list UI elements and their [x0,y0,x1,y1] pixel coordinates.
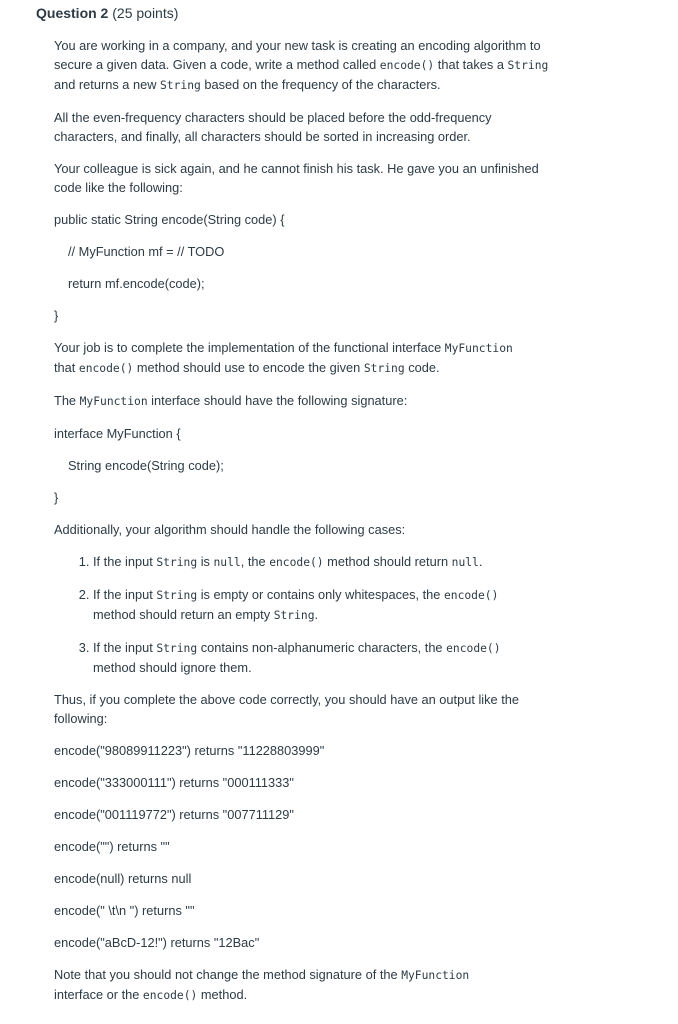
text: code. [404,360,440,375]
text: method should return an empty [93,607,274,622]
example-2: encode("333000111") returns "000111333" [54,775,294,790]
cases-intro: Additionally, your algorithm should handle the following cases: [54,522,406,537]
inline-code: String [156,556,198,569]
text: is empty or contains only whitespaces, the [197,587,444,602]
example-4: encode("") returns "" [54,839,170,854]
inline-code: encode() [142,989,198,1002]
example-5: encode(null) returns null [54,871,192,886]
inline-code: MyFunction [401,969,470,982]
question-heading [36,4,178,22]
text: based on the frequency of the characters. [200,77,441,92]
text: method should ignore them. [93,660,252,675]
text: that [54,360,79,375]
text: Note that you should not change the method signature of the [54,967,402,982]
code-line-4: } [54,308,59,323]
interface-line-1: interface MyFunction { [54,426,181,441]
text: that takes a [434,57,508,72]
text: Your job is to complete the implementation of the functional interface [54,340,445,355]
inline-code: String [273,609,315,622]
text: is [197,554,214,569]
output-intro: Thus, if you complete the above code correctly, you should have an output like the following: [54,692,519,726]
inline-code: encode() [446,642,501,655]
question-body [54,36,554,1018]
inline-code: MyFunction [79,395,148,408]
text: , the [240,554,270,569]
text: method should return [323,554,452,569]
inline-code: MyFunction [444,342,513,355]
text: method should use to encode the given [133,360,364,375]
intro-paragraph-2: All the even-frequency characters should be placed before the odd-frequency characters, and finally, all characters should be sorted in increasing order. [54,110,492,144]
text: If the input [93,587,157,602]
example-3: encode("001119772") returns "007711129" [54,807,294,822]
inline-code: String [156,642,198,655]
inline-code: encode() [443,589,499,602]
task-paragraph [54,338,554,378]
interface-line-3: } [54,490,59,505]
text: The [54,393,80,408]
inline-code: String [160,79,201,92]
inline-code: String [363,362,405,375]
text: method. [197,987,248,1002]
inline-code: encode() [78,362,134,375]
text: If the input [93,554,157,569]
inline-code: null [213,556,241,569]
case-item-3 [93,638,554,677]
intro-paragraph-1 [54,36,554,95]
example-6: encode(" \t\n ") returns "" [54,903,195,918]
text: . [314,607,319,622]
signature-paragraph [54,391,554,411]
text: interface should have the following signature: [147,393,408,408]
inline-code: encode() [269,556,324,569]
interface-line-2: String encode(String code); [68,458,224,473]
code-line-3: return mf.encode(code); [68,276,205,291]
case-item-1 [93,552,554,572]
question-title: Question 2 [36,5,109,21]
text: . [478,554,483,569]
inline-code: null [451,556,479,569]
inline-code: encode() [379,59,435,72]
note-paragraph [54,965,554,1005]
inline-code: String [507,59,549,72]
text: If the input [93,640,157,655]
text: interface or the [54,987,143,1002]
inline-code: String [156,589,198,602]
intro-paragraph-3: Your colleague is sick again, and he cannot finish his task. He gave you an unfinished code like the following: [54,161,539,195]
example-7: encode("aBcD-12!") returns "12Bac" [54,935,260,950]
question-points: (25 points) [112,5,179,21]
text: contains non-alphanumeric characters, the [197,640,447,655]
case-item-2 [93,585,554,625]
example-1: encode("98089911223") returns "11228803999" [54,743,325,758]
code-line-1: public static String encode(String code) { [54,212,285,227]
text: You are working in a company, and your new task is creating an encoding algorithm to secure a given data. Given a code, write a method called [54,38,541,72]
code-line-2: // MyFunction mf = // TODO [68,244,225,259]
text: and returns a new [54,77,160,92]
cases-list [54,552,554,677]
